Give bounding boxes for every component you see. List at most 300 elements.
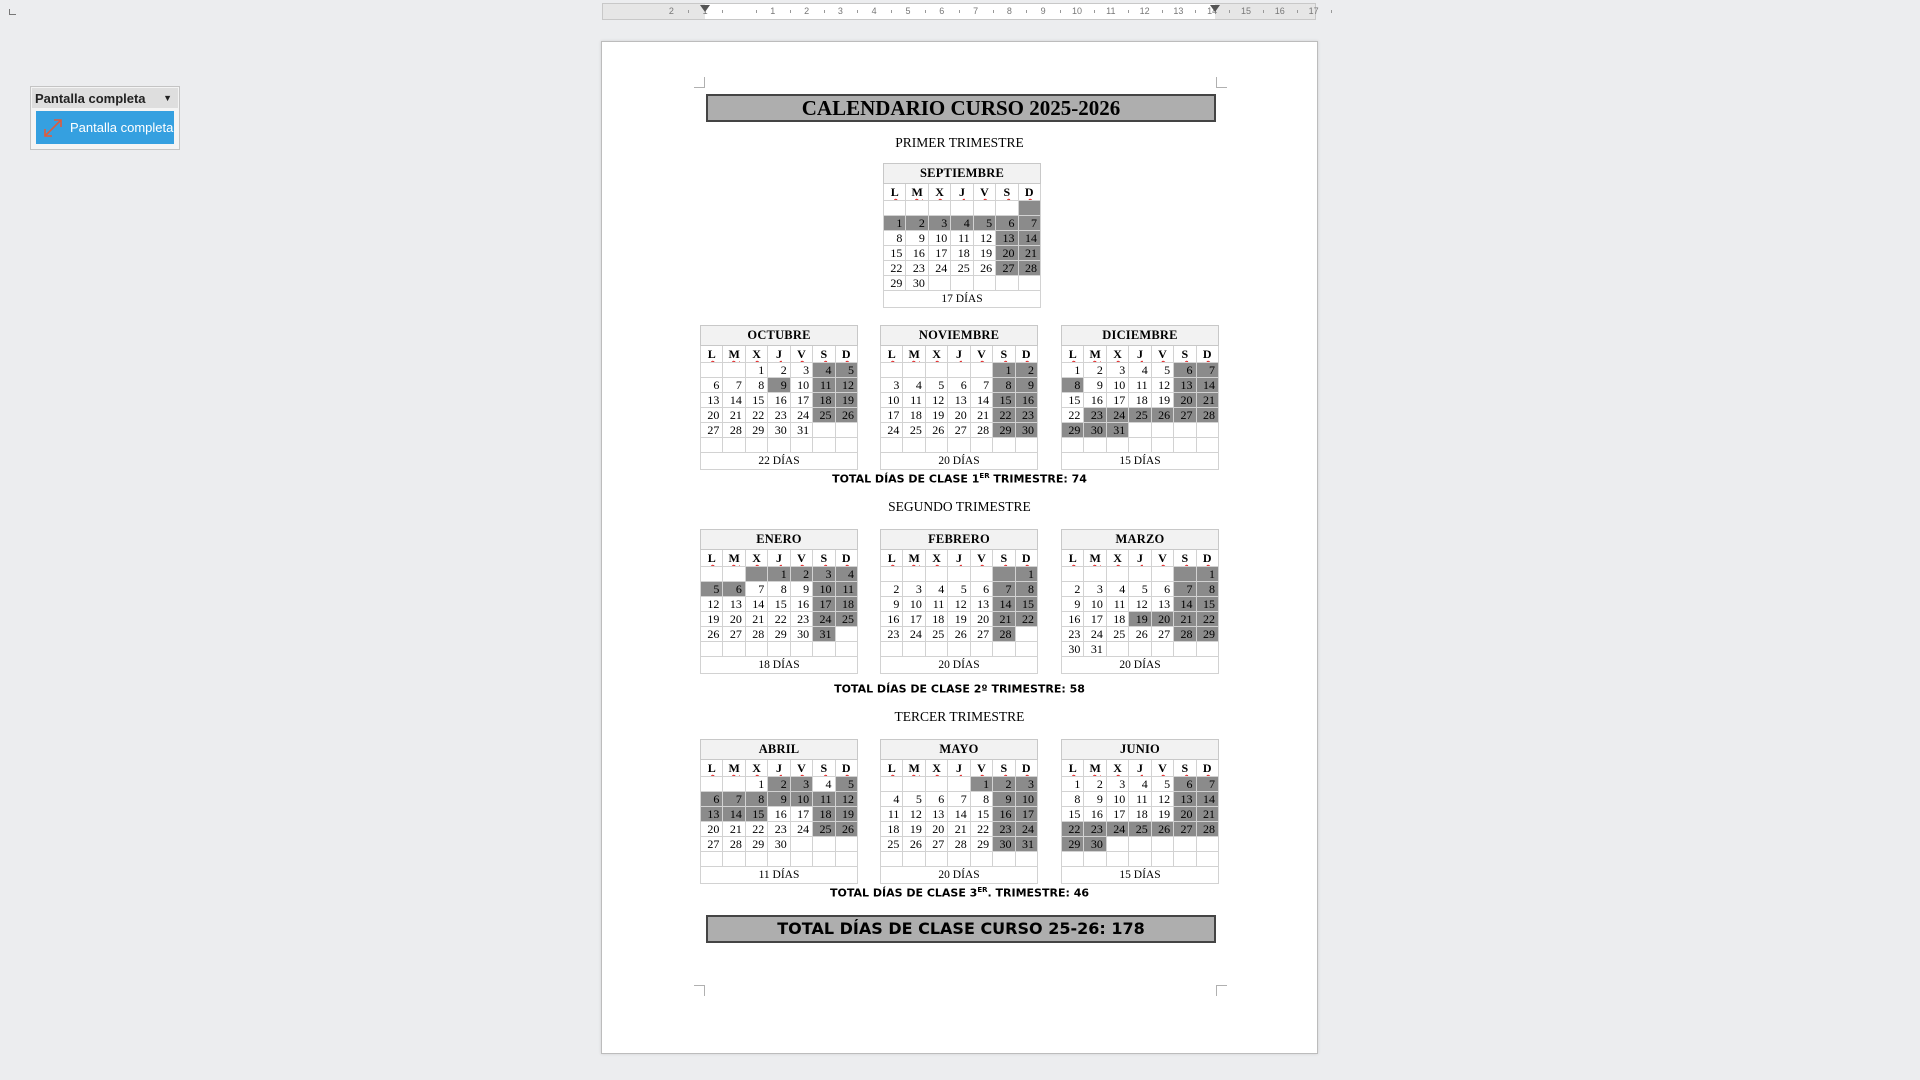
day-cell: 28 [1196,408,1218,423]
day-cell: 18 [1106,612,1128,627]
grand-total: TOTAL DÍAS DE CLASE CURSO 25-26: 178 [706,915,1216,943]
day-cell: 26 [1151,822,1173,837]
day-cell: 4 [813,363,835,378]
day-cell: 13 [996,231,1018,246]
empty-cell [1106,642,1128,657]
ruler-tick [1162,10,1163,13]
weekday-header: D [1018,184,1040,201]
day-cell: 6 [723,582,745,597]
empty-cell [951,276,973,291]
empty-cell [1084,852,1106,867]
empty-cell [1129,852,1151,867]
weekday-header: V [1151,760,1173,777]
day-cell: 16 [768,393,790,408]
weekday-header: D [835,550,857,567]
day-cell: 21 [970,408,992,423]
empty-cell [881,438,903,453]
day-cell: 25 [813,822,835,837]
empty-cell [1084,438,1106,453]
day-cell: 10 [928,231,950,246]
day-cell: 21 [723,408,745,423]
empty-cell [925,438,947,453]
day-cell: 29 [1196,627,1218,642]
ruler-left-indent-marker[interactable] [700,5,710,12]
day-cell: 30 [790,627,812,642]
empty-cell [701,438,723,453]
day-cell: 13 [948,393,970,408]
day-cell: 21 [1196,393,1218,408]
day-cell: 1 [993,363,1015,378]
day-cell: 28 [1196,822,1218,837]
day-cell: 13 [925,807,947,822]
day-cell: 21 [993,612,1015,627]
empty-cell [745,438,767,453]
empty-cell [948,642,970,657]
day-cell: 15 [1196,597,1218,612]
empty-cell [903,438,925,453]
day-cell: 13 [1151,597,1173,612]
day-cell: 10 [1084,597,1106,612]
month-name: SEPTIEMBRE [884,164,1041,184]
day-cell: 20 [970,612,992,627]
empty-cell [973,201,995,216]
day-cell: 23 [881,627,903,642]
empty-cell [701,363,723,378]
empty-cell [835,642,857,657]
day-cell: 6 [1174,363,1196,378]
empty-cell [745,642,767,657]
weekday-header: X [928,184,950,201]
day-cell: 11 [1129,378,1151,393]
empty-cell [1151,852,1173,867]
ruler-number: 10 [1071,6,1083,16]
day-cell: 5 [1151,363,1173,378]
ruler-tick [790,10,791,13]
month-table [700,325,858,470]
weekday-header: X [925,550,947,567]
day-cell: 12 [835,792,857,807]
day-cell: 8 [970,792,992,807]
day-cell: 7 [1018,216,1040,231]
empty-cell [813,642,835,657]
weekday-header: V [1151,346,1173,363]
day-cell: 5 [835,777,857,792]
weekday-header: X [745,550,767,567]
fullscreen-button[interactable] [36,111,174,144]
day-cell: 27 [970,627,992,642]
day-cell: 8 [745,792,767,807]
day-cell: 13 [970,597,992,612]
day-cell: 31 [1084,642,1106,657]
horizontal-ruler[interactable] [602,3,1319,20]
day-cell: 10 [1106,378,1128,393]
day-cell: 22 [1062,822,1084,837]
empty-cell [1015,438,1037,453]
month-name: ABRIL [701,740,858,760]
day-cell: 17 [1106,807,1128,822]
day-cell: 2 [1062,582,1084,597]
day-cell: 24 [881,423,903,438]
day-cell: 23 [768,822,790,837]
day-cell: 9 [1062,597,1084,612]
day-cell: 9 [1084,378,1106,393]
day-cell: 23 [1062,627,1084,642]
empty-cell [1174,837,1196,852]
day-cell: 17 [813,597,835,612]
empty-cell [813,438,835,453]
weekday-header: J [1129,760,1151,777]
day-cell: 8 [993,378,1015,393]
month-marzo [1061,529,1219,674]
ruler-tick [925,10,926,13]
day-cell: 10 [903,597,925,612]
day-cell: 17 [928,246,950,261]
empty-cell [835,627,857,642]
day-cell: 7 [970,378,992,393]
ruler-number: 2 [804,6,810,16]
day-cell: 11 [951,231,973,246]
day-cell: 31 [1015,837,1037,852]
ruler-tick [1060,10,1061,13]
weekday-header: S [813,760,835,777]
day-cell: 14 [970,393,992,408]
empty-cell [701,642,723,657]
day-cell: 15 [1015,597,1037,612]
weekday-header: M [723,346,745,363]
day-cell: 22 [1015,612,1037,627]
weekday-header: S [993,760,1015,777]
weekday-header: J [1129,346,1151,363]
day-cell: 3 [790,777,812,792]
weekday-header: M [723,550,745,567]
empty-cell [1196,837,1218,852]
ruler-number: 12 [1139,6,1150,16]
day-cell: 29 [993,423,1015,438]
day-cell: 16 [1084,393,1106,408]
day-cell: 11 [835,582,857,597]
day-cell: 12 [925,393,947,408]
crop-mark [1216,77,1227,88]
empty-cell [723,852,745,867]
empty-cell [813,423,835,438]
day-cell: 4 [881,792,903,807]
day-cell: 3 [1106,363,1128,378]
empty-cell [1151,438,1173,453]
day-cell: 4 [1106,582,1128,597]
ruler-number: 15 [1240,6,1252,16]
empty-cell [1062,438,1084,453]
empty-cell [993,438,1015,453]
month-noviembre [880,325,1038,470]
day-cell: 5 [1129,582,1151,597]
toolbar-title-bar[interactable] [32,88,178,108]
empty-cell [884,201,906,216]
day-cell: 4 [951,216,973,231]
weekday-header: M [723,760,745,777]
day-cell: 17 [1084,612,1106,627]
month-name: FEBRERO [881,530,1038,550]
day-cell: 13 [723,597,745,612]
empty-cell [1196,852,1218,867]
day-cell: 6 [1151,582,1173,597]
empty-cell [881,363,903,378]
day-cell: 14 [1196,792,1218,807]
day-cell: 29 [745,837,767,852]
month-table [1061,739,1219,884]
day-cell: 30 [906,276,928,291]
day-cell: 10 [790,378,812,393]
weekday-header: D [835,760,857,777]
day-cell: 31 [813,627,835,642]
empty-cell [1106,837,1128,852]
day-cell: 21 [723,822,745,837]
day-cell: 6 [948,378,970,393]
day-cell: 30 [768,837,790,852]
empty-cell [1106,852,1128,867]
empty-cell [790,852,812,867]
day-cell: 21 [745,612,767,627]
month-table [880,739,1038,884]
day-cell: 15 [1062,807,1084,822]
month-enero [700,529,858,674]
month-abril [700,739,858,884]
day-cell: 11 [813,378,835,393]
month-days-count: 11 DÍAS [701,867,858,884]
month-days-count: 20 DÍAS [881,453,1038,470]
day-cell: 26 [701,627,723,642]
day-cell: 27 [1174,822,1196,837]
empty-cell [928,201,950,216]
day-cell: 17 [881,408,903,423]
day-cell: 20 [1151,612,1173,627]
fullscreen-icon [42,117,64,139]
empty-cell [701,852,723,867]
month-mayo [880,739,1038,884]
day-cell: 8 [1062,378,1084,393]
day-cell: 14 [1174,597,1196,612]
day-cell: 20 [701,822,723,837]
empty-cell [925,363,947,378]
day-cell: 24 [1106,408,1128,423]
empty-cell [970,363,992,378]
day-cell: 11 [903,393,925,408]
month-days-count: 15 DÍAS [1062,453,1219,470]
empty-cell [768,438,790,453]
ruler-right-indent-marker[interactable] [1210,5,1220,12]
day-cell: 4 [813,777,835,792]
day-cell: 2 [1084,777,1106,792]
day-cell: 16 [881,612,903,627]
day-cell: 18 [1129,393,1151,408]
empty-cell [881,777,903,792]
day-cell: 25 [903,423,925,438]
day-cell: 7 [948,792,970,807]
weekday-header: M [903,550,925,567]
day-cell: 27 [996,261,1018,276]
weekday-header: X [1106,346,1128,363]
day-cell: 5 [835,363,857,378]
day-cell: 18 [881,822,903,837]
weekday-header: L [1062,550,1084,567]
day-cell: 16 [993,807,1015,822]
day-cell: 25 [1129,408,1151,423]
weekday-header: J [768,346,790,363]
month-octubre [700,325,858,470]
day-cell: 26 [948,627,970,642]
empty-cell [881,567,903,582]
day-cell: 3 [1084,582,1106,597]
day-cell: 29 [1062,837,1084,852]
day-cell: 13 [1174,378,1196,393]
ruler-tick [756,10,757,13]
day-cell: 14 [723,807,745,822]
day-cell: 4 [1129,363,1151,378]
empty-cell [1062,852,1084,867]
empty-cell [835,423,857,438]
empty-cell [993,852,1015,867]
day-cell: 17 [1106,393,1128,408]
day-cell: 5 [948,582,970,597]
month-days-count: 18 DÍAS [701,657,858,674]
day-cell: 21 [1196,807,1218,822]
day-cell: 19 [973,246,995,261]
empty-cell [970,852,992,867]
day-cell: 15 [1062,393,1084,408]
empty-cell [996,276,1018,291]
day-cell: 15 [993,393,1015,408]
day-cell: 24 [1084,627,1106,642]
ruler-number: 14 [1207,6,1218,16]
day-cell: 12 [701,597,723,612]
weekday-header: J [1129,550,1151,567]
empty-cell [948,777,970,792]
day-cell: 26 [835,408,857,423]
day-cell: 30 [993,837,1015,852]
day-cell: 19 [835,807,857,822]
day-cell: 19 [701,612,723,627]
weekday-header: L [1062,760,1084,777]
day-cell: 2 [768,363,790,378]
document-page[interactable] [601,41,1318,1054]
day-cell: 28 [745,627,767,642]
ruler-number: 2 [668,6,674,16]
day-cell: 29 [1062,423,1084,438]
day-cell: 24 [903,627,925,642]
crop-mark [1216,985,1227,996]
weekday-header: V [790,550,812,567]
day-cell: 7 [1174,582,1196,597]
empty-cell [1174,567,1196,582]
weekday-header: L [701,550,723,567]
day-cell: 27 [1151,627,1173,642]
ruler-tick [1026,10,1027,13]
day-cell: 28 [723,837,745,852]
empty-cell [1015,852,1037,867]
empty-cell [1151,567,1173,582]
day-cell: 15 [768,597,790,612]
day-cell: 13 [1174,792,1196,807]
day-cell: 24 [790,408,812,423]
month-table [880,325,1038,470]
day-cell: 4 [1129,777,1151,792]
day-cell: 22 [1062,408,1084,423]
weekday-header: X [925,346,947,363]
day-cell: 5 [1151,777,1173,792]
empty-cell [881,642,903,657]
day-cell: 1 [768,567,790,582]
month-febrero [880,529,1038,674]
day-cell: 27 [701,423,723,438]
ruler-tick [1331,10,1332,13]
empty-cell [1129,642,1151,657]
ruler-tick [1195,10,1196,13]
empty-cell [790,438,812,453]
day-cell: 2 [993,777,1015,792]
day-cell: 17 [903,612,925,627]
day-cell: 19 [1129,612,1151,627]
day-cell: 24 [1106,822,1128,837]
empty-cell [925,777,947,792]
day-cell: 11 [813,792,835,807]
day-cell: 4 [925,582,947,597]
weekday-header: L [701,760,723,777]
day-cell: 8 [1062,792,1084,807]
empty-cell [925,642,947,657]
day-cell: 1 [1015,567,1037,582]
trimestre-label-2: SEGUNDO TRIMESTRE [888,499,1031,514]
chevron-down-icon[interactable]: ▼ [163,93,172,103]
day-cell: 1 [745,363,767,378]
weekday-header: S [813,346,835,363]
day-cell: 6 [925,792,947,807]
empty-cell [948,852,970,867]
empty-cell [903,852,925,867]
empty-cell [1084,567,1106,582]
weekday-header: D [1015,550,1037,567]
day-cell: 4 [835,567,857,582]
day-cell: 24 [1015,822,1037,837]
day-cell: 30 [1084,837,1106,852]
day-cell: 2 [1015,363,1037,378]
day-cell: 18 [835,597,857,612]
ruler-tick [959,10,960,13]
month-name: DICIEMBRE [1062,326,1219,346]
empty-cell [790,837,812,852]
trimestre-total-3: TOTAL DÍAS DE CLASE 3ER. TRIMESTRE: 46 [830,886,1089,900]
day-cell: 11 [925,597,947,612]
month-name: NOVIEMBRE [881,326,1038,346]
empty-cell [903,777,925,792]
weekday-header: D [1015,346,1037,363]
day-cell: 23 [993,822,1015,837]
empty-cell [925,852,947,867]
day-cell: 12 [1151,792,1173,807]
ruler-left-margin [603,4,705,19]
day-cell: 21 [1174,612,1196,627]
day-cell: 20 [925,822,947,837]
day-cell: 10 [790,792,812,807]
day-cell: 10 [813,582,835,597]
day-cell: 14 [1196,378,1218,393]
day-cell: 3 [928,216,950,231]
empty-cell [768,852,790,867]
ruler-tick [824,10,825,13]
day-cell: 12 [835,378,857,393]
day-cell: 16 [768,807,790,822]
day-cell: 19 [948,612,970,627]
day-cell: 9 [768,792,790,807]
day-cell: 2 [768,777,790,792]
